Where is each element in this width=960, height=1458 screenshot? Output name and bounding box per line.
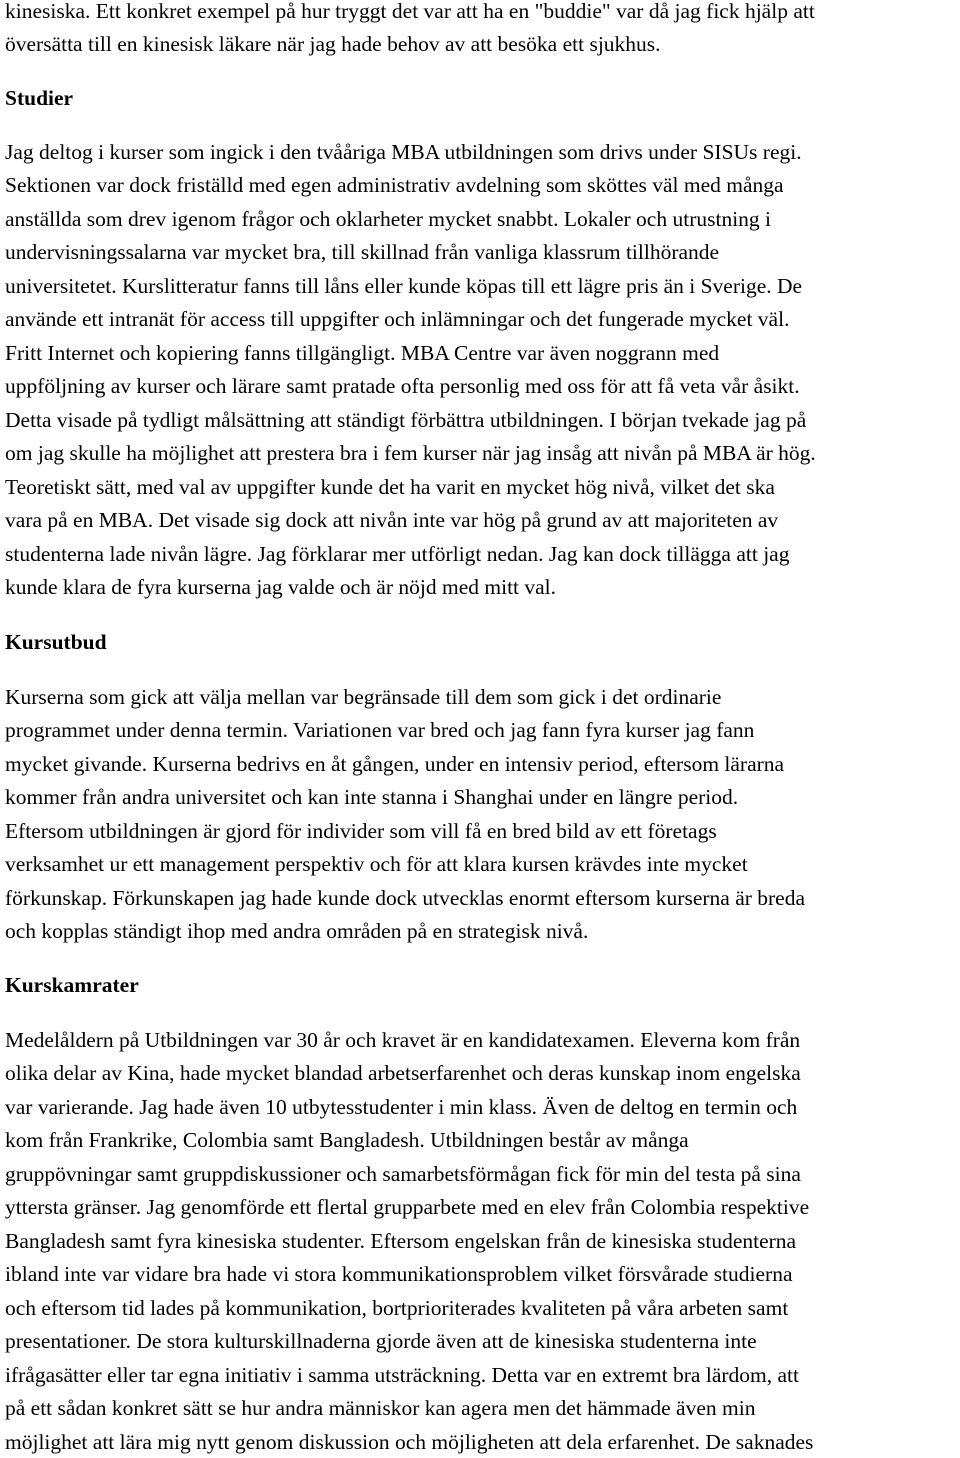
paragraph-line: möjlighet att lära mig nytt genom diskussion och möjligheten att dela erfarenhet. De saknades [5, 1430, 814, 1454]
paragraph-line: Eftersom utbildningen är gjord för individer som vill få en bred bild av ett företags [5, 819, 717, 843]
paragraph-line: gruppövningar samt gruppdiskussioner och samarbetsförmågan fick för min del testa på sina [5, 1162, 801, 1186]
paragraph-line: vara på en MBA. Det visade sig dock att nivån inte var hög på grund av att majoriteten av [5, 508, 779, 532]
section-heading-kursutbud: Kursutbud [5, 630, 107, 654]
paragraph-line: Sektionen var dock friställd med egen administrativ avdelning som sköttes väl med många [5, 173, 784, 197]
paragraph-line: var varierande. Jag hade även 10 utbytesstudenter i min klass. Även de deltog en termin och [5, 1095, 798, 1119]
paragraph-line: ifrågasätter eller tar egna initiativ i samma utsträckning. Detta var en extremt bra lärdom, att [5, 1363, 799, 1387]
paragraph-line: mycket givande. Kurserna bedrivs en åt gången, under en intensiv period, eftersom lärarna [5, 752, 785, 776]
paragraph-line: använde ett intranät för access till uppgifter och inlämningar och det fungerade mycket väl. [5, 307, 790, 331]
paragraph-line: anställda som drev igenom frågor och oklarheter mycket snabbt. Lokaler och utrustning i [5, 207, 772, 231]
paragraph-line: kom från Frankrike, Colombia samt Bangladesh. Utbildningen består av många [5, 1128, 689, 1152]
paragraph-line: förkunskap. Förkunskapen jag hade kunde dock utvecklas enormt eftersom kurserna är breda [5, 886, 806, 910]
paragraph-line: och eftersom tid lades på kommunikation, bortprioriterades kvaliteten på våra arbeten samt [5, 1296, 789, 1320]
paragraph-line: kinesiska. Ett konkret exempel på hur tryggt det var att ha en "buddie" var då jag fick hjälp att [5, 0, 815, 23]
paragraph-line: programmet under denna termin. Variationen var bred och jag fann fyra kurser jag fann [5, 718, 755, 742]
paragraph-line: undervisningssalarna var mycket bra, till skillnad från vanliga klassrum tillhörande [5, 240, 720, 264]
paragraph-line: olika delar av Kina, hade mycket blandad arbetserfarenhet och deras kunskap inom engelska [5, 1061, 801, 1085]
paragraph-line: på ett sådan konkret sätt se hur andra människor kan agera men det hämmade även min [5, 1396, 756, 1420]
paragraph-line: yttersta gränser. Jag genomförde ett flertal grupparbete med en elev från Colombia respektive [5, 1195, 810, 1219]
paragraph-line: universitetet. Kurslitteratur fanns till låns eller kunde köpas till ett lägre pris än i Sverige. De [5, 274, 803, 298]
paragraph-line: och kopplas ständigt ihop med andra områden på en strategisk nivå. [5, 919, 589, 943]
section-heading-studier: Studier [5, 86, 74, 110]
paragraph-line: Fritt Internet och kopiering fanns tillgängligt. MBA Centre var även noggrann med [5, 341, 720, 365]
paragraph-line: Kurserna som gick att välja mellan var begränsade till dem som gick i det ordinarie [5, 685, 722, 709]
paragraph-line: Jag deltog i kurser som ingick i den tvååriga MBA utbildningen som drivs under SISUs regi. [5, 140, 802, 164]
paragraph-line: kommer från andra universitet och kan inte stanna i Shanghai under en längre period. [5, 785, 739, 809]
paragraph-line: Teoretiskt sätt, med val av uppgifter kunde det ha varit en mycket hög nivå, vilket det ska [5, 475, 775, 499]
paragraph-line: verksamhet ur ett management perspektiv och för att klara kursen krävdes inte mycket [5, 852, 748, 876]
paragraph-line: kunde klara de fyra kurserna jag valde och är nöjd med mitt val. [5, 575, 557, 599]
paragraph-line: översätta till en kinesisk läkare när jag hade behov av att besöka ett sjukhus. [5, 32, 661, 56]
paragraph-line: uppföljning av kurser och lärare samt pratade ofta personlig med oss för att få veta vår åsikt. [5, 374, 800, 398]
paragraph-line: ibland inte var vidare bra hade vi stora kommunikationsproblem vilket försvårade studierna [5, 1262, 793, 1286]
paragraph-line: Medelåldern på Utbildningen var 30 år och kravet är en kandidatexamen. Eleverna kom från [5, 1028, 801, 1052]
paragraph-line: Detta visade på tydligt målsättning att ständigt förbättra utbildningen. I början tvekade jag på [5, 408, 807, 432]
paragraph-line: presentationer. De stora kulturskillnaderna gjorde även att de kinesiska studenterna inte [5, 1329, 757, 1353]
section-heading-kurskamrater: Kurskamrater [5, 973, 139, 997]
paragraph-line: Bangladesh samt fyra kinesiska studenter. Eftersom engelskan från de kinesiska studenterna [5, 1229, 797, 1253]
paragraph-line: om jag skulle ha möjlighet att prestera bra i fem kurser när jag insåg att nivån på MBA är hög. [5, 441, 816, 465]
paragraph-line: studenterna lade nivån lägre. Jag förklarar mer utförligt nedan. Jag kan dock tillägga att jag [5, 542, 790, 566]
